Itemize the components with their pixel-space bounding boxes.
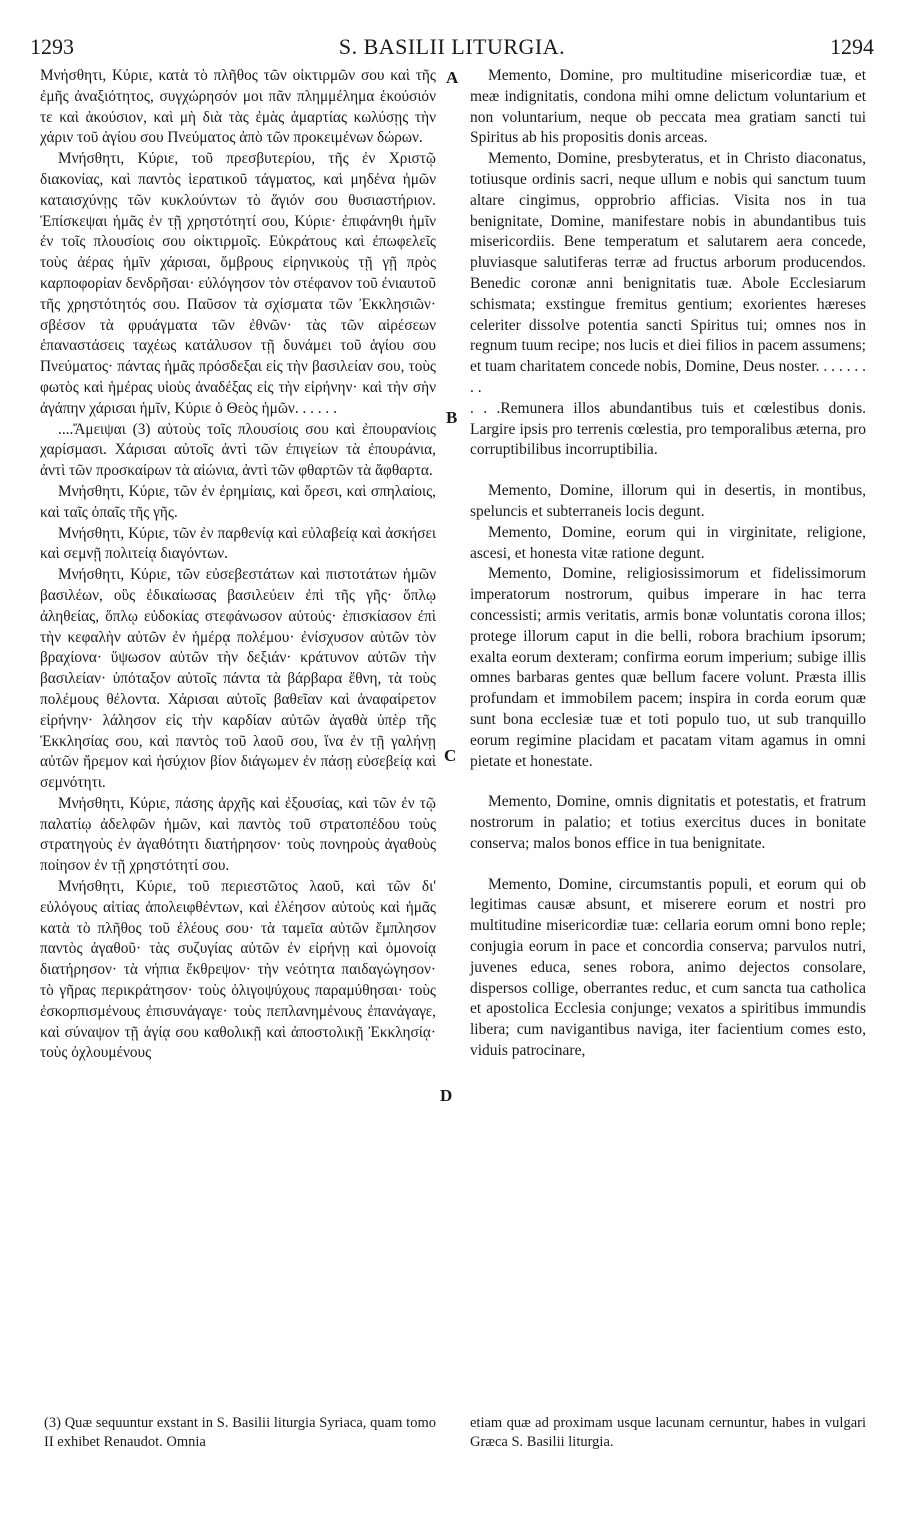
greek-column (40, 66, 436, 1064)
footnote-right: etiam quæ ad proximam usque lacunam cernuntur, habes in vulgari Græca S. Basilii liturgia. (470, 1415, 866, 1450)
greek-paragraph: ....Ἄμειψαι (3) αὐτοὺς τοῖς πλουσίοις σου καὶ ἐπουρανίοις χαρίσμασι. Χάρισαι αὐτοῖς ἀντὶ τῶν ἐπιγείων τὰ ἐπουράνια, ἀντὶ τῶν προσκαίρων τὰ αἰώνια, ἀντὶ τῶν φθαρτῶν τὰ ἄφθαρτα. (40, 420, 436, 480)
greek-paragraph: Μνήσθητι, Κύριε, τοῦ πρεσβυτερίου, τῆς ἐν Χριστῷ διακονίας, καὶ παντὸς ἱερατικοῦ τάγματος, καὶ μηδένα ἡμῶν καταισχύνῃς τῶν κυκλούντων τὸ ἅγιόν σου θυσιαστήριον. Ἐπίσκεψαι ἡμᾶς ἐν τῇ χρηστότητί σου, Κύριε· ἐπιφάνηθι ἡμῖν ἐν τοῖς πλουσίοις σου οἰκτιρμοῖς. Εὐκράτους καὶ ἐπωφελεῖς τοὺς ἀέρας ἡμῖν χάρισαι, ὄμβρους εἰρηνικοὺς τῇ γῇ πρὸς καρποφορίαν δενδρῆσαι· εὐλόγησον τὸν στέφανον τοῦ ἐνιαυτοῦ τῆς χρηστότητός σου. Παῦσον τὰ σχίσματα τῶν Ἐκκλησιῶν· σβέσον τὰ φρυάγματα τῶν ἐθνῶν· τὰς τῶν αἱρέσεων ἐπαναστάσεις ταχέως κατάλυσον τῇ δυνάμει τοῦ ἁγίου σου Πνεύματος· πάντας ἡμᾶς πρόσδεξαι εἰς τὴν βασιλείαν σου, τοὺς φωτὸς καὶ ἡμέρας υἱοὺς ἀναδέξας εἰς τὴν εἰρήνην· καὶ τὴν σὴν ἀγάπην χάρισαι ἡμῖν, Κύριε ὁ Θεὸς ἡμῶν. . . . . . (40, 150, 436, 417)
running-header (30, 34, 874, 60)
running-title: S. BASILII LITURGIA. (338, 34, 566, 59)
section-marker-d: D (440, 1086, 453, 1105)
greek-paragraph: Μνήσθητι, Κύριε, τοῦ περιεστῶτος λαοῦ, καὶ τῶν δι' εὐλόγους αἰτίας ἀπολειφθέντων, καὶ ἐλέησον αὐτοὺς καὶ ἡμᾶς κατὰ τὸ πλῆθος τοῦ ἐλέους σου· τὰ ταμεῖα αὐτῶν ἔμπλησον παντὸς ἀγαθοῦ· τὰς συζυγίας αὐτῶν ἐν εἰρήνῃ καὶ ὁμονοίᾳ διατήρησον· τὰ νήπια ἔκθρεψον· τὴν νεότητα παιδαγώγησον· τὸ γῆρας περικράτησον· τοὺς ὀλιγοψύχους παραμύθησαι· τοὺς ἐσκορπισμένους ἐπισυνάγαγε· τοὺς πεπλανημένους ἐπανάγαγε, καὶ σύναψον τῇ ἁγίᾳ σου καθολικῇ καὶ ἀποστολικῇ Ἐκκλησίᾳ· τοὺς ὀχλουμένους (40, 878, 436, 1062)
page-number-left: 1293 (30, 34, 74, 59)
latin-column (470, 66, 866, 1062)
paragraph-gap (470, 461, 866, 481)
latin-paragraph: . . .Remunera illos abundantibus tuis et cœlestibus donis. Largire ipsis pro terrenis cœlestia, pro temporalibus æterna, pro corruptibilibus incorruptibilia. (470, 399, 866, 459)
greek-paragraph: Μνήσθητι, Κύριε, τῶν ἐν ἐρημίαις, καὶ ὄρεσι, καὶ σπηλαίοις, καὶ ταῖς ὀπαῖς τῆς γῆς. (40, 482, 436, 521)
latin-paragraph: Memento, Domine, eorum qui in virginitate, religione, ascesi, et honesta vitæ ratione degunt. (470, 523, 866, 562)
page-number-right: 1294 (830, 34, 874, 59)
latin-paragraph: Memento, Domine, illorum qui in desertis, in montibus, speluncis et subterraneis locis degunt. (470, 482, 866, 520)
greek-paragraph: Μνήσθητι, Κύριε, κατὰ τὸ πλῆθος τῶν οἰκτιρμῶν σου καὶ τῆς ἐμῆς ἀναξιότητος, συγχώρησόν μοι πᾶν πλημμέλημα ἑκούσιόν τε καὶ ἀκούσιον, καὶ μὴ διὰ τὰς ἐμὰς ἁμαρτίας κωλύσῃς τὴν χάριν τοῦ ἁγίου σου Πνεύματος ἀπὸ τῶν προκειμένων δώρων. (40, 67, 436, 147)
greek-paragraph: Μνήσθητι, Κύριε, τῶν εὐσεβεστάτων καὶ πιστοτάτων ἡμῶν βασιλέων, οὓς ἐδικαίωσας βασιλεύειν ἐπὶ τῆς γῆς· ὅπλῳ ἀληθείας, ὅπλῳ εὐδοκίας στεφάνωσον αὐτούς· ἐπισκίασον ἐπὶ τὴν κεφαλὴν αὐτῶν ἐν ἡμέρᾳ πολέμου· ἐνίσχυσον αὐτῶν τὸν βραχίονα· ὕψωσον αὐτῶν τὴν δεξιάν· κράτυνον αὐτῶν τὴν βασιλείαν· ὑπόταξον αὐτοῖς πάντα τὰ βάρβαρα ἔθνη, τὰ τοὺς πολέμους θέλοντα. Χάρισαι αὐτοῖς βαθεῖαν καὶ ἀναφαίρετον εἰρήνην· λάλησον εἰς τὴν καρδίαν αὐτῶν ἀγαθὰ ὑπὲρ τῆς Ἐκκλησίας σου, καὶ παντὸς τοῦ λαοῦ σου, ἵνα ἐν τῇ γαλήνῃ αὐτῶν ἤρεμον καὶ ἡσύχιον βίον διάγωμεν ἐν πάσῃ εὐσεβείᾳ καὶ σεμνότητι. (40, 566, 436, 792)
section-marker-b: B (446, 408, 458, 427)
greek-paragraph: Μνήσθητι, Κύριε, τῶν ἐν παρθενίᾳ καὶ εὐλαβείᾳ καὶ ἀσκήσει καὶ σεμνῇ πολιτείᾳ διαγόντων. (40, 524, 436, 563)
latin-paragraph: Memento, Domine, presbyteratus, et in Christo diaconatus, totiusque ordinis sacri, neque ullum e nobis qui sanctum tuum altare cingimus, opprobrio afficias. Visita nos in tua benignitate, Domine, manifestare nobis in abundantibus tuis misericordiis. Bene temperatum et salutarem aera concede, pluviasque salutiferas terræ ad fructus arborum producendos. Benedic coronæ anni benignitatis tuæ. Abole Ecclesiarum schismata; exstingue fremitus gentium; exorientes hæreses celeriter dissolve potentia sancti Spiritus tui; omnes nos in regnum tuum recipe; nos lucis et diei filios in pacem assumens; et tuam charitatem concede nobis, Domine, Deus noster. . . . . . . . . (470, 150, 867, 396)
footnote-left: (3) Quæ sequuntur exstant in S. Basilii liturgia Syriaca, quam tomo II exhibet Renaudot. Omnia (44, 1415, 436, 1450)
latin-paragraph: Memento, Domine, pro multitudine misericordiæ tuæ, et meæ indignitatis, condona mihi omne delictum voluntarium et non voluntarium, neque ob peccata mea gratiam sancti tui Spiritus ab his propositis donis arceas. (470, 67, 866, 147)
paragraph-gap (470, 772, 866, 792)
section-marker-c: C (444, 746, 457, 765)
latin-paragraph: Memento, Domine, religiosissimorum et fidelissimorum imperatorum nostrorum, quibus imperare in hac terra concessisti; armis veritatis, armis bonæ voluntatis corona illos; protege illorum caput in die belli, robora brachium ipsorum; exalta eorum dexteram; confirma eorum imperium; subige illis omnes barbaras gentes quæ bellum facere volunt. Præsta illis profundam et immobilem pacem; inspira in corda eorum quæ sunt bona ecclesiæ tuæ et toti populo tuo, ut sub tranquillo eorum regimine placidam et pacatam vitam agamus in omni pietate et honestate. (470, 565, 866, 770)
greek-paragraph: Μνήσθητι, Κύριε, πάσης ἀρχῆς καὶ ἐξουσίας, καὶ τῶν ἐν τῷ παλατίῳ ἀδελφῶν ἡμῶν, καὶ παντὸς τοῦ στρατοπέδου τοὺς στρατηγοὺς ἐν ἀγαθότητι διατήρησον· τοὺς πονηροὺς ἀγαθοὺς ποίησον ἐν τῇ χρηστότητί σου. (40, 794, 436, 875)
section-marker-a: A (446, 68, 459, 87)
paragraph-gap (470, 855, 866, 875)
latin-paragraph: Memento, Domine, circumstantis populi, et eorum qui ob legitimas causæ absunt, et miserere eorum et nostri pro multitudine misericordiæ tuæ: cellaria eorum omni bono reple; conjugia eorum in pace et concordia conserva; parvulos nutri, juvenes educa, senes robora, animo dejectos consolare, dispersos collige, oberrantes reduc, et cum sancta tua catholica et apostolica Ecclesia conjunge; vexatos a spiritibus immundis libera; cum navigantibus naviga, iter facientium comes esto, viduis patrocinare, (470, 875, 866, 1060)
latin-paragraph: Memento, Domine, omnis dignitatis et potestatis, et fratrum nostrorum in palatio; et totius exercitus duces in bonitate conserva; malos bonos effice in tua benignitate. (470, 793, 866, 852)
